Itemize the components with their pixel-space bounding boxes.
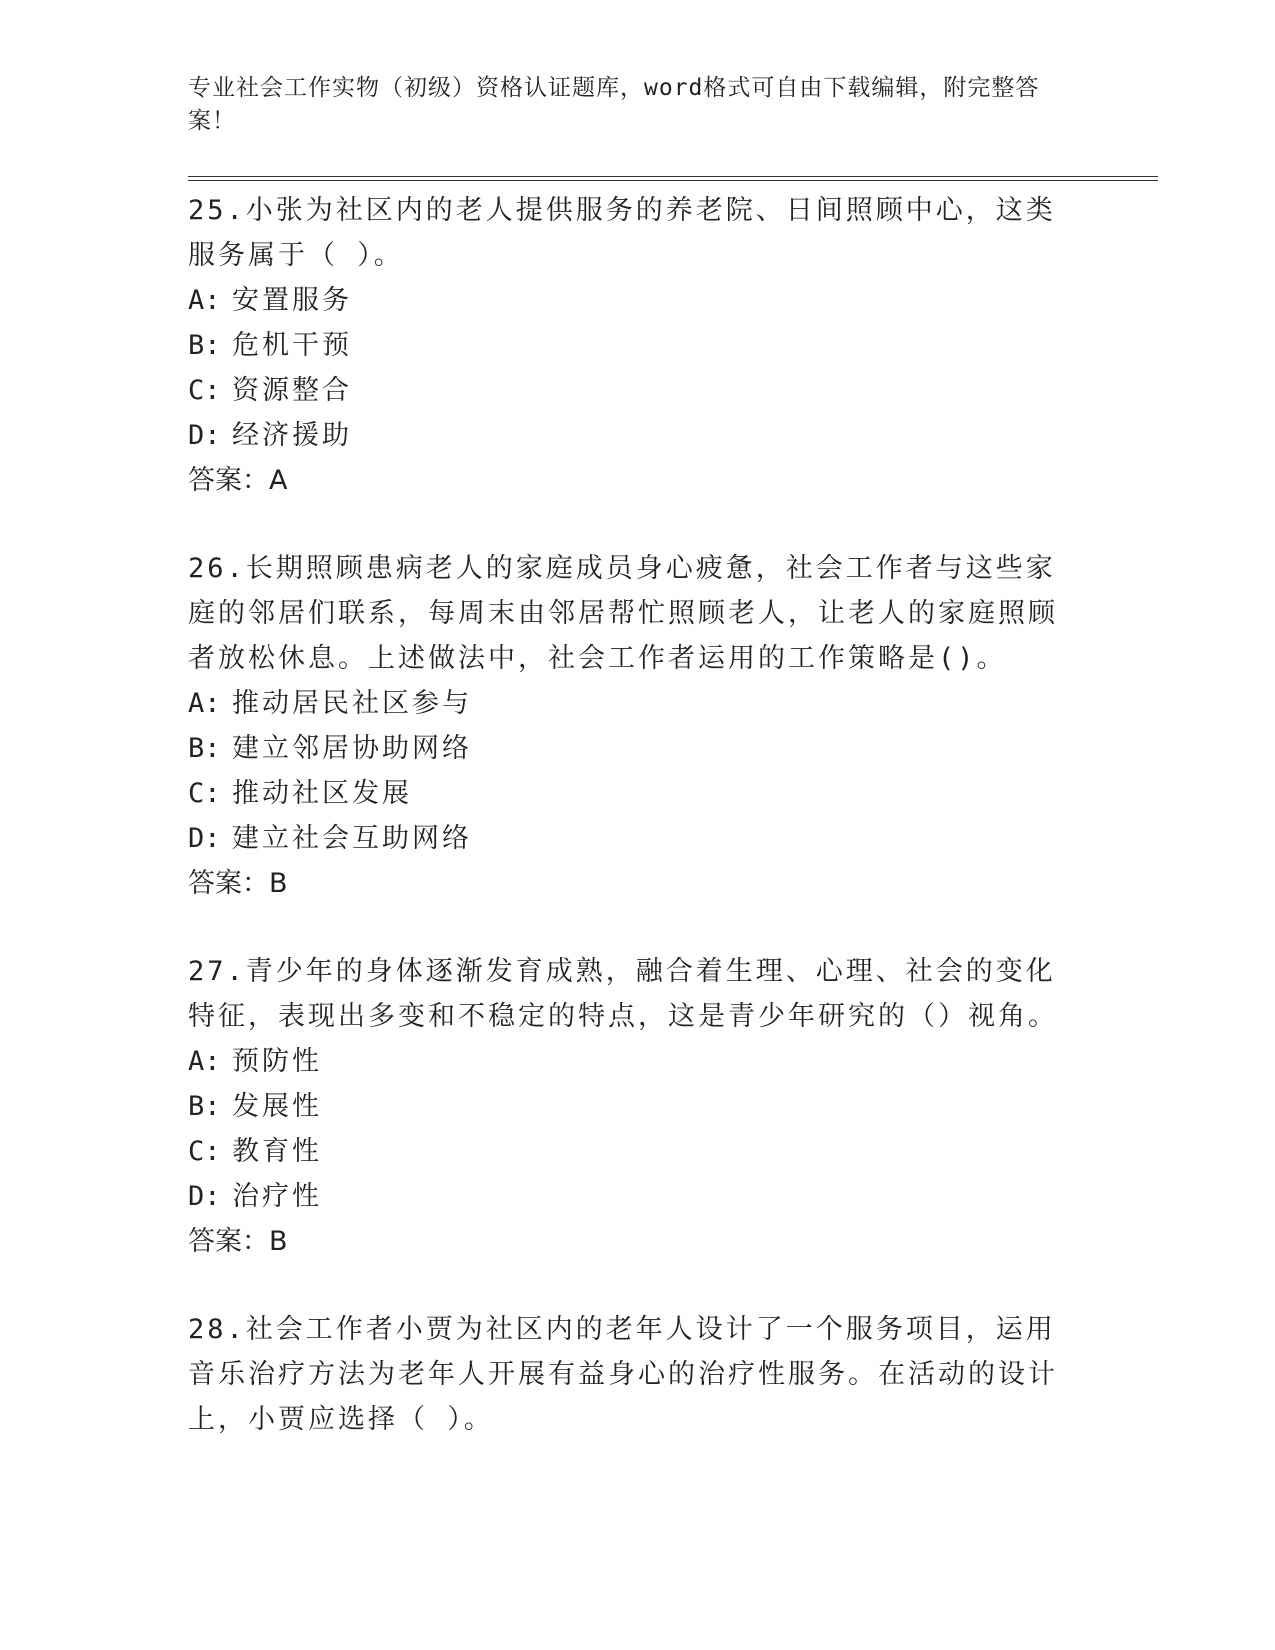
option-d bbox=[188, 413, 1088, 458]
option-letter: A: bbox=[188, 285, 221, 316]
option-letter: B: bbox=[188, 733, 221, 764]
option-text: 推动居民社区参与 bbox=[232, 688, 472, 719]
option-text: 预防性 bbox=[232, 1046, 322, 1077]
question-26 bbox=[188, 546, 1088, 906]
option-text: 推动社区发展 bbox=[232, 778, 412, 809]
answer-value: A bbox=[269, 465, 288, 496]
option-letter: A: bbox=[188, 1046, 221, 1077]
question-28 bbox=[188, 1307, 1088, 1442]
option-a bbox=[188, 1039, 1088, 1084]
option-letter: C: bbox=[188, 1136, 221, 1167]
option-a bbox=[188, 278, 1088, 323]
option-letter: C: bbox=[188, 778, 221, 809]
option-letter: D: bbox=[188, 420, 221, 451]
option-d bbox=[188, 816, 1088, 861]
option-text: 资源整合 bbox=[232, 375, 352, 406]
answer-line bbox=[188, 861, 1088, 906]
answer-line bbox=[188, 458, 1088, 503]
option-c bbox=[188, 368, 1088, 413]
option-c bbox=[188, 771, 1088, 816]
option-text: 安置服务 bbox=[232, 285, 352, 316]
answer-line bbox=[188, 1219, 1088, 1264]
option-letter: C: bbox=[188, 375, 221, 406]
option-letter: D: bbox=[188, 1181, 221, 1212]
answer-value: B bbox=[269, 1226, 288, 1257]
answer-label: 答案： bbox=[188, 465, 269, 496]
option-text: 危机干预 bbox=[232, 330, 352, 361]
option-b bbox=[188, 1084, 1088, 1129]
option-letter: B: bbox=[188, 330, 221, 361]
option-text: 治疗性 bbox=[232, 1181, 322, 1212]
question-stem: 25.小张为社区内的老人提供服务的养老院、日间照顾中心，这类服务属于（ ）。 bbox=[188, 195, 1056, 271]
question-27 bbox=[188, 949, 1088, 1264]
question-stem: 26.长期照顾患病老人的家庭成员身心疲惫，社会工作者与这些家庭的邻居们联系，每周末由邻居帮忙照顾老人，让老人的家庭照顾者放松休息。上述做法中，社会工作者运用的工作策略是()。 bbox=[188, 553, 1058, 674]
option-c bbox=[188, 1129, 1088, 1174]
option-text: 教育性 bbox=[232, 1136, 322, 1167]
question-list bbox=[188, 188, 1088, 1485]
option-d bbox=[188, 1174, 1088, 1219]
option-b bbox=[188, 726, 1088, 771]
answer-label: 答案： bbox=[188, 1226, 269, 1257]
option-text: 经济援助 bbox=[232, 420, 352, 451]
option-letter: D: bbox=[188, 823, 221, 854]
question-stem: 27.青少年的身体逐渐发育成熟，融合着生理、心理、社会的变化特征，表现出多变和不稳定的特点，这是青少年研究的（）视角。 bbox=[188, 956, 1058, 1032]
answer-label: 答案： bbox=[188, 868, 269, 899]
option-b bbox=[188, 323, 1088, 368]
document-header: 专业社会工作实物（初级）资格认证题库，word格式可自由下载编辑，附完整答案！ bbox=[188, 75, 1040, 134]
option-letter: A: bbox=[188, 688, 221, 719]
option-letter: B: bbox=[188, 1091, 221, 1122]
question-stem: 28.社会工作者小贾为社区内的老年人设计了一个服务项目，运用音乐治疗方法为老年人开展有益身心的治疗性服务。在活动的设计上，小贾应选择（ ）。 bbox=[188, 1314, 1058, 1435]
question-25 bbox=[188, 188, 1088, 503]
option-text: 发展性 bbox=[232, 1091, 322, 1122]
header-divider bbox=[188, 176, 1158, 181]
answer-value: B bbox=[269, 868, 288, 899]
option-a bbox=[188, 681, 1088, 726]
option-text: 建立社会互助网络 bbox=[232, 823, 472, 854]
option-text: 建立邻居协助网络 bbox=[232, 733, 472, 764]
